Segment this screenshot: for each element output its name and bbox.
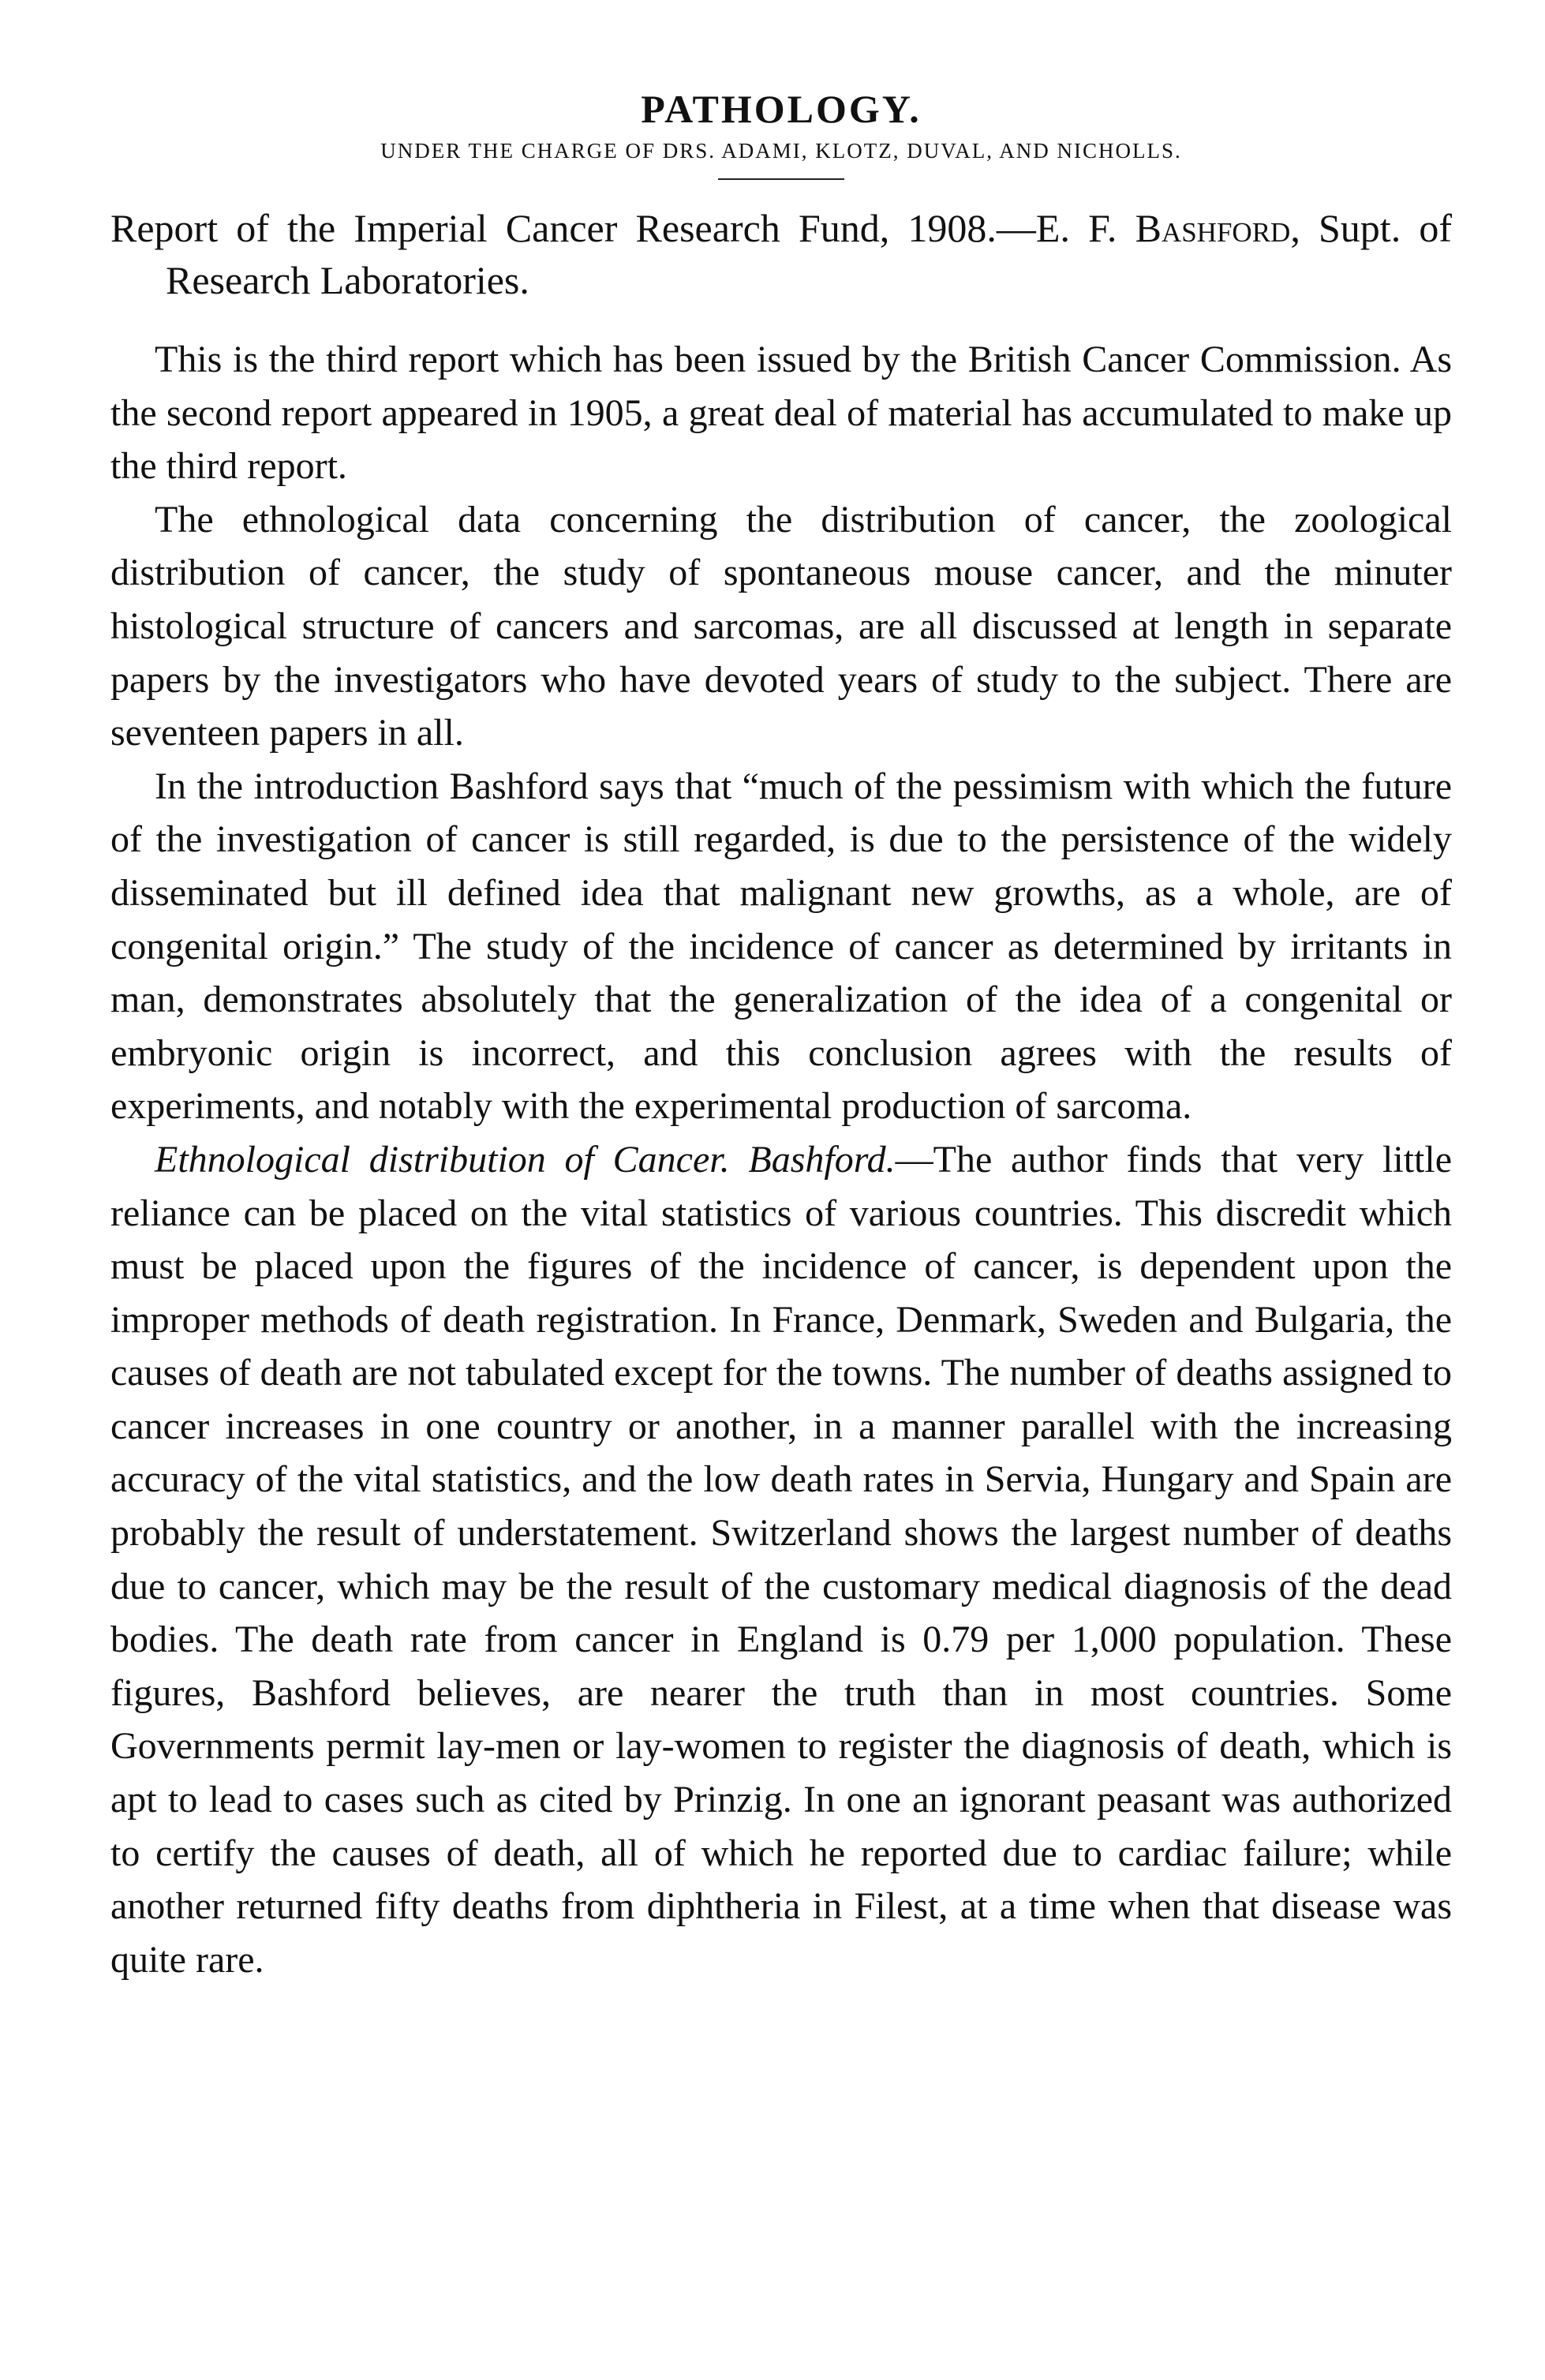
paragraph-4-author: Bashford. xyxy=(748,1138,896,1181)
report-dash: — xyxy=(996,206,1036,250)
paragraph-4-title: Ethnological distribution of Cancer. xyxy=(155,1138,730,1181)
paragraph-3: In the introduction Bashford says that “much of the pessimism with which the future of the investigation of cancer is still regarded, is due to the persistence of the widely disseminated but ill defined idea that malignant new growths, as a whole, are of congenital origin.” The study of the incidence of cancer as determined by irritants in man, demonstrates absolutely that the generalization of the idea of a congenital or embryonic origin is incorrect, and this conclusion agrees with the results of experiments, and notably with the experimental production of sarcoma. xyxy=(110,765,1452,1128)
report-author-role: Supt. of Research Laboratories. xyxy=(166,206,1453,302)
paragraph-2: The ethnological data concerning the distribution of cancer, the zoological distribution of cancer, the study of spontaneous mouse cancer, and the minuter histological structure of cancers and sarcomas, are all discussed at length in separate papers by the investigators who have devoted years of study to the subject. There are seventeen papers in all. xyxy=(110,498,1452,754)
paragraph-4 xyxy=(110,1133,1452,1987)
paragraph-4-dash: — xyxy=(895,1138,933,1181)
title-rule xyxy=(718,178,844,180)
report-title: Report of the Imperial Cancer Research Fund, 1908. xyxy=(110,206,997,250)
report-author: E. F. Bashford, xyxy=(1035,206,1300,250)
document-page xyxy=(110,87,1452,1986)
section-title: PATHOLOGY. xyxy=(641,87,922,131)
paragraph-4-text: The author finds that very little reliance can be placed on the vital statistics of various countries. This discredit which must be placed upon the figures of the incidence of cancer, is dependent upon the improper methods of death registration. In France, Denmark, Sweden and Bulgaria, the causes of death are not tabulated except for the towns. The number of deaths assigned to cancer increases in one country or another, in a manner parallel with the increasing accuracy of the vital statistics, and the low death rates in Servia, Hungary and Spain are probably the result of understatement. Switzerland shows the largest number of deaths due to cancer, which may be the result of the customary medical diagnosis of the dead bodies. The death rate from cancer in England is 0.79 per 1,000 population. These figures, Bashford believes, are nearer the truth than in most countries. Some Governments permit lay-men or lay-women to register the diagnosis of death, which is apt to lead to cases such as cited by Prinzig. In one an ignorant peasant was authorized to certify the causes of death, all of which he reported due to cardiac failure; while another returned fifty deaths from diphtheria in Filest, at a time when that disease was quite rare. xyxy=(110,1138,1453,1981)
section-editors: UNDER THE CHARGE OF DRS. ADAMI, KLOTZ, DUVAL, AND NICHOLLS. xyxy=(380,139,1182,163)
report-heading xyxy=(110,202,1452,306)
paragraph-1: This is the third report which has been issued by the British Cancer Commission. As the second report appeared in 1905, a great deal of material has accumulated to make up the third report. xyxy=(110,339,1452,488)
